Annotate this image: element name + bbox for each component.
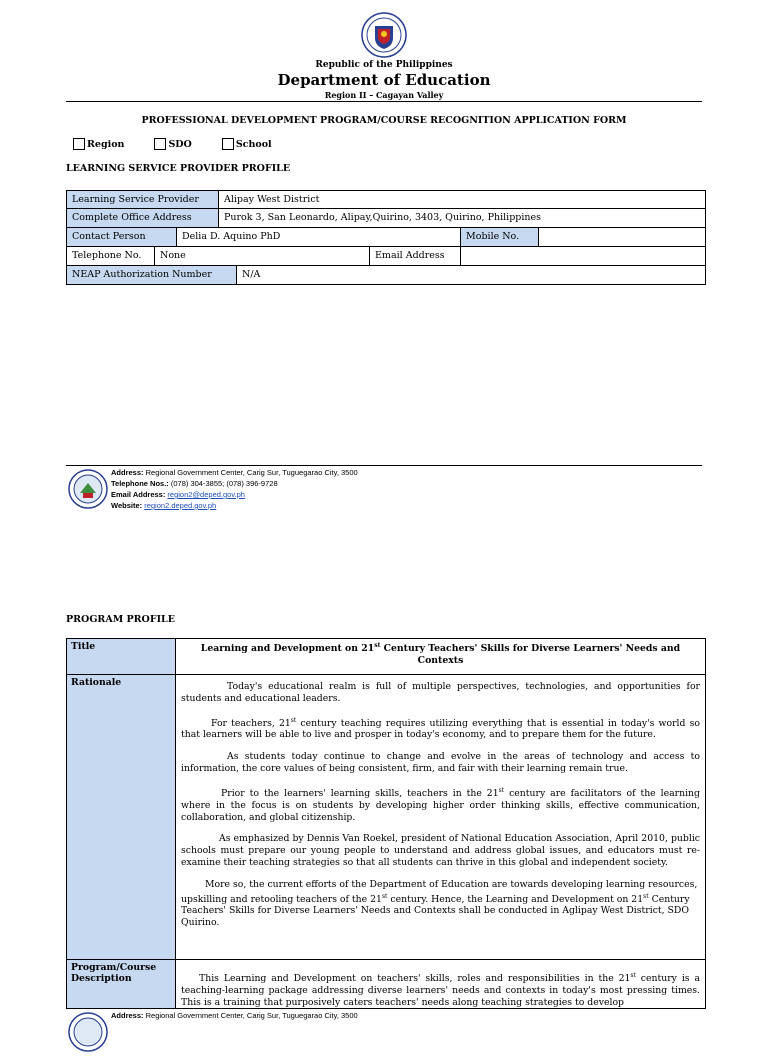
table-row bbox=[66, 266, 706, 285]
region-ii-logo-icon bbox=[68, 1012, 108, 1052]
sdo-checkbox[interactable] bbox=[154, 138, 191, 150]
title-label: Title bbox=[67, 639, 176, 674]
table-row bbox=[66, 247, 706, 266]
mobile-label: Mobile No. bbox=[461, 228, 539, 246]
mobile-value[interactable] bbox=[539, 228, 705, 246]
rationale-paragraph: As emphasized by Dennis Van Roekel, president of National Education Association, April 2010, public schools must prepare our young people to understand and address global issues, and educators must re-examine their teaching strategies so that all students can thrive in this global and independent society. bbox=[181, 833, 700, 868]
footer-address-value: Regional Government Center, Carig Sur, Tuguegarao City, 3500 bbox=[145, 468, 358, 477]
rationale-value[interactable] bbox=[176, 675, 705, 959]
checkbox-box[interactable] bbox=[154, 138, 166, 150]
region-checkbox[interactable] bbox=[73, 138, 124, 150]
neap-label: NEAP Authorization Number bbox=[67, 266, 237, 284]
address-label: Complete Office Address bbox=[67, 209, 219, 227]
contact-label: Contact Person bbox=[67, 228, 177, 246]
rationale-paragraph: As students today continue to change and evolve in the areas of technology and access to information, the core values of being consistent, firm, and fair with their learning remain true. bbox=[181, 751, 700, 775]
provider-label: Learning Service Provider bbox=[67, 191, 219, 208]
address-value[interactable]: Purok 3, San Leonardo, Alipay,Quirino, 3403, Quirino, Philippines bbox=[224, 212, 542, 223]
provider-profile-table bbox=[66, 190, 706, 285]
program-title-value[interactable]: Learning and Development on 21st Century Teachers' Skills for Diverse Learners' Needs and Contexts bbox=[200, 642, 681, 667]
footer-email-label: Email Address: bbox=[111, 490, 166, 499]
level-checkbox-group bbox=[73, 138, 302, 150]
contact-value[interactable]: Delia D. Aquino PhD bbox=[177, 228, 461, 246]
department-title: Department of Education bbox=[277, 71, 491, 89]
description-value[interactable] bbox=[176, 960, 705, 1008]
table-row bbox=[67, 960, 705, 1008]
footer-divider bbox=[66, 465, 702, 466]
footer-website-link[interactable]: region2.deped.gov.ph bbox=[144, 501, 217, 510]
table-row bbox=[67, 675, 705, 960]
provider-section-title: LEARNING SERVICE PROVIDER PROFILE bbox=[66, 163, 291, 174]
rationale-label: Rationale bbox=[67, 675, 176, 959]
footer-telephone-label: Telephone Nos.: bbox=[111, 479, 169, 488]
footer-address-label: Address: bbox=[111, 1011, 144, 1020]
program-profile-table bbox=[66, 638, 706, 1009]
email-label: Email Address bbox=[370, 247, 461, 265]
table-row bbox=[66, 228, 706, 247]
description-label: Program/Course Description bbox=[67, 960, 176, 1008]
region-label: Region II – Cagayan Valley bbox=[324, 90, 444, 100]
footer-telephone-value: (078) 304-3855; (078) 396-9728 bbox=[170, 479, 278, 488]
checkbox-label: Region bbox=[87, 138, 125, 150]
table-row bbox=[66, 209, 706, 228]
checkbox-box[interactable] bbox=[73, 138, 85, 150]
footer-website-label: Website: bbox=[111, 501, 143, 510]
telephone-label: Telephone No. bbox=[67, 247, 155, 265]
header-divider bbox=[66, 101, 702, 102]
footer-address-label: Address: bbox=[111, 468, 144, 477]
table-row bbox=[66, 190, 706, 209]
rationale-paragraph: More so, the current efforts of the Department of Education are towards developing learning resources, upskilling and retooling teachers of the 21st century. Hence, the Learning and Development on 21st Century Teachers' Skills for Diverse Learners' Needs and Contexts shall be conducted in Aglipay West District, SDO Quirino. bbox=[181, 878, 698, 929]
form-title: PROFESSIONAL DEVELOPMENT PROGRAM/COURSE RECOGNITION APPLICATION FORM bbox=[141, 115, 627, 126]
neap-value[interactable]: N/A bbox=[242, 269, 261, 280]
rationale-paragraph: Prior to the learners' learning skills, teachers in the 21st century are facilitators of the learning where in the focus is on students by developing higher order thinking skills, effective communication, collaboration, and global citizenship. bbox=[181, 786, 700, 823]
description-paragraph: This Learning and Development on teachers' skills, roles and responsibilities in the 21st century is a teaching-learning package addressing diverse learners' needs and contexts in today's most pressing times. This is a training that purposively caters teachers' needs along teaching strategies to develop bbox=[181, 972, 700, 1008]
footer-divider bbox=[66, 1008, 702, 1009]
school-checkbox[interactable] bbox=[222, 138, 272, 150]
deped-seal-icon bbox=[361, 12, 407, 58]
checkbox-box[interactable] bbox=[222, 138, 234, 150]
footer-email-link[interactable]: region2@deped.gov.ph bbox=[167, 490, 245, 499]
table-row bbox=[67, 639, 705, 675]
telephone-value[interactable]: None bbox=[155, 247, 370, 265]
program-section-title: PROGRAM PROFILE bbox=[66, 614, 175, 625]
checkbox-label: SDO bbox=[168, 138, 192, 150]
rationale-paragraph: For teachers, 21st century teaching requires utilizing everything that is essential in today's world so that learners will be able to live and prosper in today's economy, and to prepare them for the future. bbox=[181, 716, 701, 741]
rationale-paragraph: Today's educational realm is full of multiple perspectives, technologies, and opportunities for students and educational leaders. bbox=[181, 681, 700, 704]
footer-contact-block bbox=[111, 467, 358, 511]
republic-label: Republic of the Philippines bbox=[315, 60, 453, 70]
footer-contact-block bbox=[111, 1010, 358, 1021]
footer-address-value: Regional Government Center, Carig Sur, Tuguegarao City, 3500 bbox=[145, 1011, 358, 1020]
region-ii-logo-icon bbox=[68, 469, 108, 509]
provider-value[interactable]: Alipay West District bbox=[224, 194, 320, 205]
checkbox-label: School bbox=[235, 138, 272, 150]
email-value[interactable] bbox=[461, 247, 705, 265]
